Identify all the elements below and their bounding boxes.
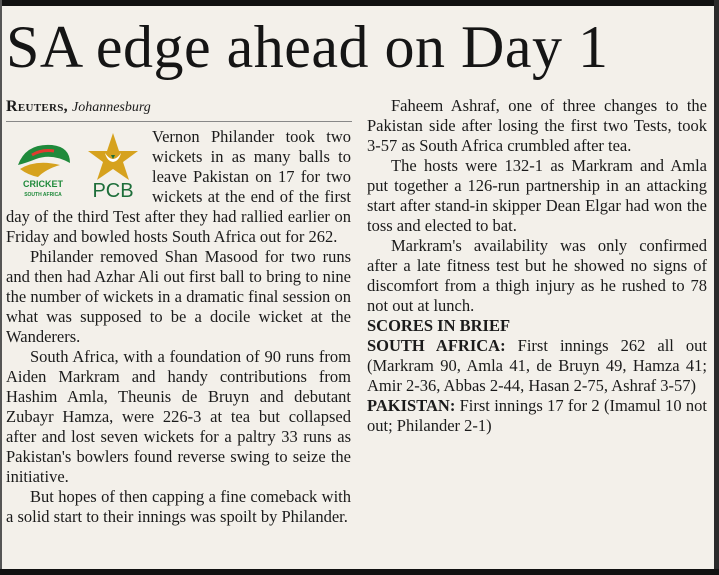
pcb-text: PCB: [92, 180, 134, 199]
cricket-sa-line1: CRICKET: [23, 179, 63, 189]
cricket-sa-line2: SOUTH AFRICA: [24, 192, 62, 198]
scores-pakistan: [367, 396, 707, 436]
paragraph-3: South Africa, with a foundation of 90 runs from Aiden Markram and handy contributions from Hashim Amla, Theunis de Bruyn and debutant Zubayr Hamza, were 226-3 at tea but collapsed after and lost seven wickets for a paltry 33 runs as Pakistan's bowlers found reverse swing to seize the initiative.: [6, 347, 351, 486]
cricket-south-africa-logo: [12, 135, 74, 199]
paragraph-2: Philander removed Shan Masood for two runs and then had Azhar Ali out first ball to bring to nine the number of wickets in a dramatic final session on what was supposed to be a docile wicket at the Wanderers.: [6, 247, 351, 346]
paragraph-4: But hopes of then capping a fine comeback with a solid start to their innings was spoilt by Philander.: [6, 487, 351, 526]
paragraph-1: Vernon Philander took two wickets in as many balls to leave Pakistan on 17 for two wickets at the end of the first day of the third Test after they had rallied earlier on Friday and bowled hosts South Africa out for 262.: [6, 127, 351, 246]
scores-pak-text: First innings 17 for 2 (Imamul 10 not out; Philander 2-1): [367, 396, 707, 435]
article-column-left: [6, 127, 351, 527]
headline: SA edge ahead on Day 1: [6, 14, 609, 80]
bottom-border: [0, 569, 719, 575]
left-border: [0, 0, 2, 575]
logo-group: [6, 127, 148, 203]
scores-heading: SCORES IN BRIEF: [367, 316, 511, 335]
scores-pak-label: PAKISTAN:: [367, 396, 456, 415]
byline: [6, 98, 151, 116]
article-column-right: [367, 96, 707, 436]
paragraph-5: Faheem Ashraf, one of three changes to the Pakistan side after losing the first two Tests, took 3-57 as South Africa crumbled after tea.: [367, 96, 707, 155]
top-border: [0, 0, 719, 6]
paragraph-7: Markram's availability was only confirmed after a late fitness test but he showed no signs of discomfort from a thigh injury as he rushed to 78 not out at lunch.: [367, 236, 707, 315]
right-border: [714, 0, 719, 575]
byline-divider: [6, 121, 352, 122]
scores-sa-text: First innings 262 all out (Markram 90, Amla 41, de Bruyn 49, Hamza 41; Amir 2-36, Abbas 2-44, Hasan 2-75, Ashraf 3-57): [367, 336, 708, 395]
pcb-logo: [82, 131, 144, 199]
paragraph-6: The hosts were 132-1 as Markram and Amla put together a 126-run partnership in an attacking start after stand-in skipper Dean Elgar had won the toss and elected to bat.: [367, 156, 707, 235]
byline-source: Reuters,: [6, 98, 68, 115]
scores-sa-label: SOUTH AFRICA:: [367, 336, 506, 355]
byline-place: Johannesburg: [71, 100, 151, 115]
scores-south-africa: [367, 336, 707, 396]
